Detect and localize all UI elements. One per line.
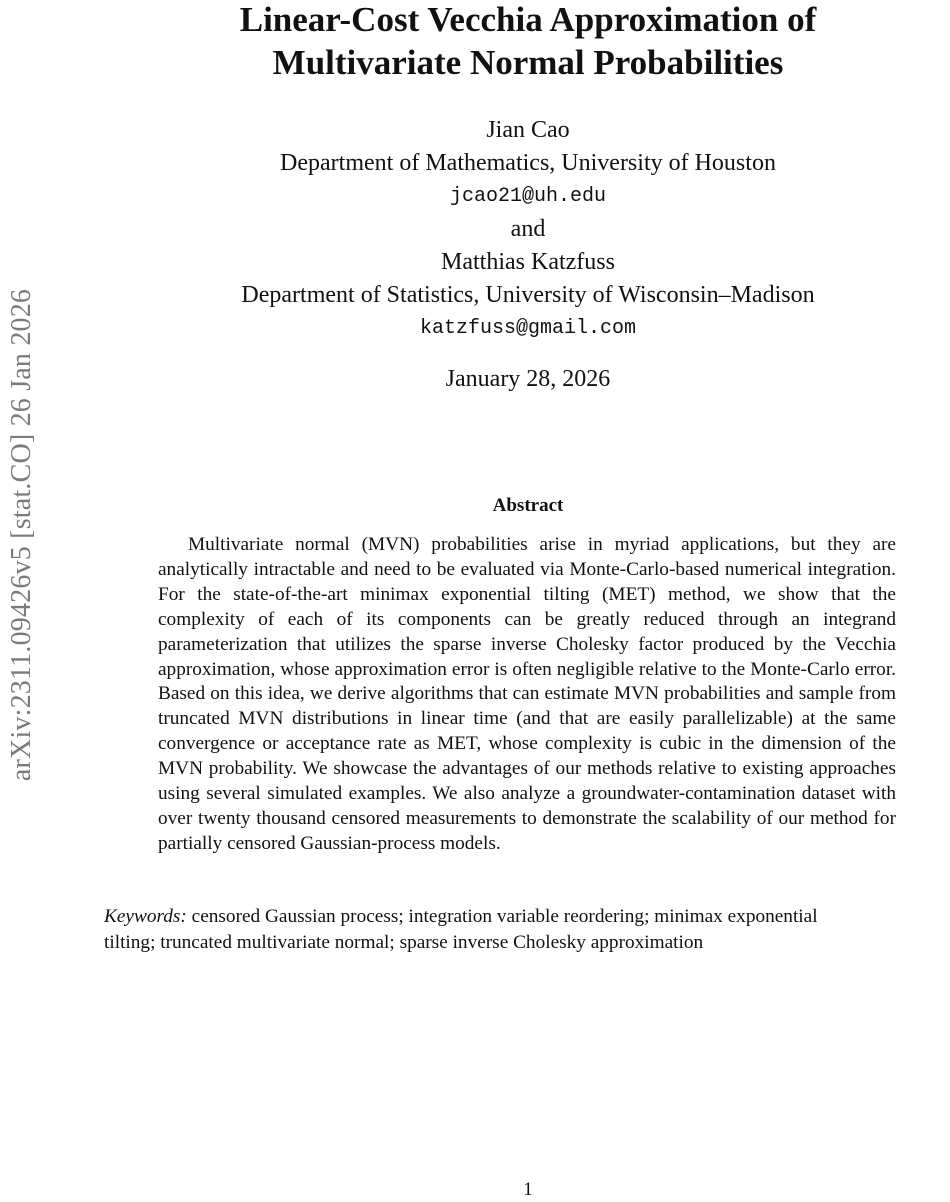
paper-title-line-1: Linear-Cost Vecchia Approximation of (239, 0, 817, 39)
author-name: Matthias Katzfuss (441, 249, 615, 275)
author-affiliation: Department of Statistics, University of Wisconsin–Madison (241, 282, 815, 308)
keywords-section (104, 904, 950, 956)
keywords-label: Keywords: (104, 906, 187, 927)
paper-title (100, 0, 950, 84)
author-email: jcao21@uh.edu (449, 185, 607, 208)
author-email: katzfuss@gmail.com (419, 317, 637, 340)
abstract-text: Multivariate normal (MVN) probabilities arise in myriad applications, but they are analytically intractable and need to be evaluated via Monte-Carlo-based numerical integration. For the state-of-the-art minimax exponential tilting (MET) method, we show that the complexity of each of its components can be greatly reduced through an integrand parameterization that utilizes the sparse inverse Cholesky factor produced by the Vecchia approximation, whose approximation error is often negligible relative to the Monte-Carlo error. Based on this idea, we derive algorithms that can estimate MVN probabilities and sample from truncated MVN distributions in linear time (and that are easily parallelizable) at the same convergence or acceptance rate as MET, whose complexity is cubic in the dimension of the MVN probability. We showcase the advantages of our methods relative to existing approaches using several simulated examples. We also analyze a groundwater-contamination dataset with over twenty thousand censored measurements to demonstrate the scalability of our method for partially censored Gaussian-process models. (158, 534, 896, 854)
arxiv-identifier-stamp: arXiv:2311.09426v5 [stat.CO] 26 Jan 2026 (6, 288, 37, 782)
author-affiliation: Department of Mathematics, University of Houston (280, 150, 776, 176)
paper-title-line-2: Multivariate Normal Probabilities (272, 43, 784, 82)
publication-date: January 28, 2026 (445, 366, 611, 392)
keywords-text-line-1: censored Gaussian process; integration variable reordering; minimax exponential (191, 906, 818, 927)
author-block (100, 114, 950, 345)
abstract-heading: Abstract (492, 495, 564, 516)
author-separator: and (510, 216, 546, 242)
keywords-line-1 (104, 904, 950, 930)
keywords-text-line-2: tilting; truncated multivariate normal; sparse inverse Cholesky approximation (104, 932, 704, 953)
page-number: 1 (523, 1179, 533, 1200)
author-name: Jian Cao (486, 117, 570, 143)
